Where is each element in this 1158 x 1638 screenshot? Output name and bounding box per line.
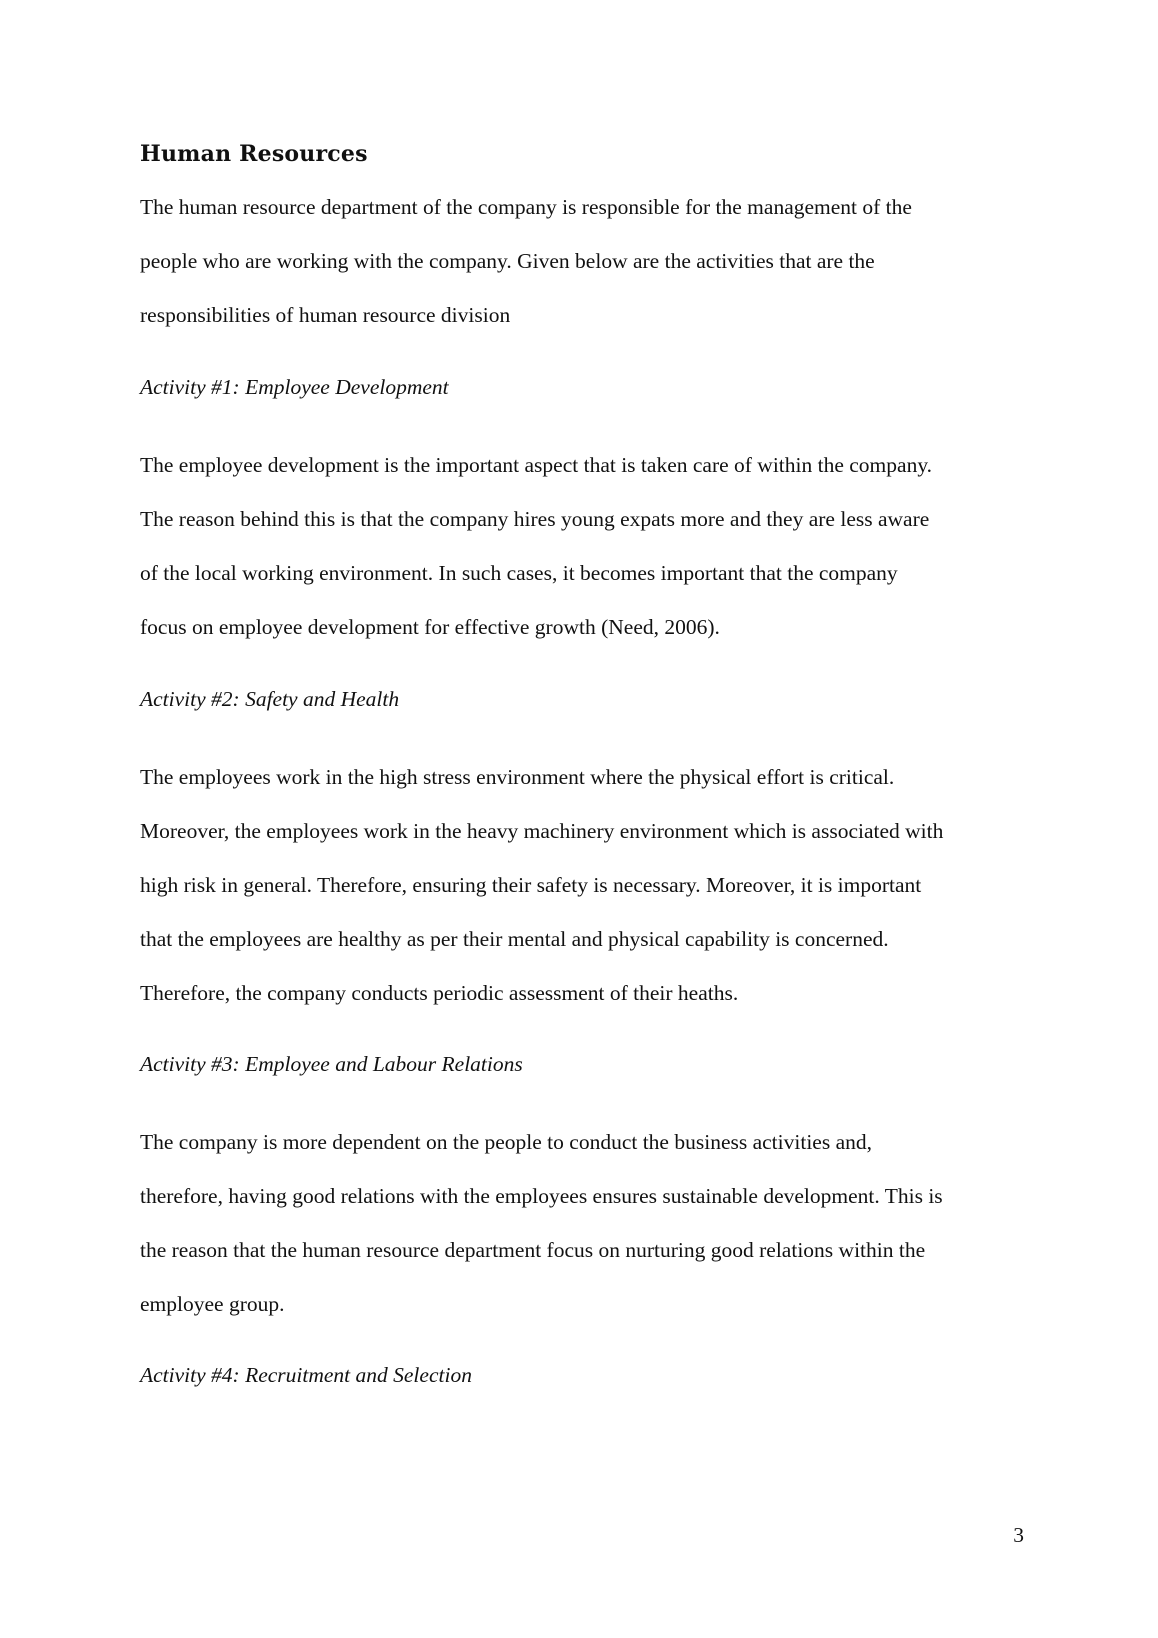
activity-1-heading: Activity #1: Employee Development [140,375,449,399]
paragraph-line: high risk in general. Therefore, ensuring their safety is necessary. Moreover, it is important [140,873,922,897]
paragraph-line: therefore, having good relations with the employees ensures sustainable development. This is [140,1184,943,1208]
intro-paragraph [140,180,1030,342]
paragraph-line: responsibilities of human resource division [140,303,511,327]
paragraph-line: the reason that the human resource department focus on nurturing good relations within the [140,1238,926,1262]
paragraph-line: that the employees are healthy as per their mental and physical capability is concerned. [140,927,889,951]
activity-4-heading: Activity #4: Recruitment and Selection [140,1363,472,1387]
paragraph-line: Moreover, the employees work in the heavy machinery environment which is associated with [140,819,944,843]
paragraph-line: employee group. [140,1292,285,1316]
page-number: 3 [1013,1523,1024,1547]
paragraph-line: The reason behind this is that the company hires young expats more and they are less aware [140,507,930,531]
paragraph-line: focus on employee development for effective growth (Need, 2006). [140,615,720,639]
paragraph-line: people who are working with the company. Given below are the activities that are the [140,249,875,273]
paragraph-line: of the local working environment. In such cases, it becomes important that the company [140,561,898,585]
paragraph-line: The human resource department of the company is responsible for the management of the [140,195,912,219]
activity-1-paragraph [140,438,1030,654]
activity-3-heading: Activity #3: Employee and Labour Relations [140,1052,523,1076]
paragraph-line: The employee development is the important aspect that is taken care of within the company. [140,453,933,477]
paragraph-line: The employees work in the high stress environment where the physical effort is critical. [140,765,895,789]
paragraph-line: Therefore, the company conducts periodic assessment of their heaths. [140,981,739,1005]
paragraph-line: The company is more dependent on the people to conduct the business activities and, [140,1130,872,1154]
activity-2-paragraph [140,750,1030,1020]
activity-2-heading: Activity #2: Safety and Health [140,687,400,711]
activity-3-paragraph [140,1115,1030,1331]
section-heading: Human Resources [140,141,368,167]
